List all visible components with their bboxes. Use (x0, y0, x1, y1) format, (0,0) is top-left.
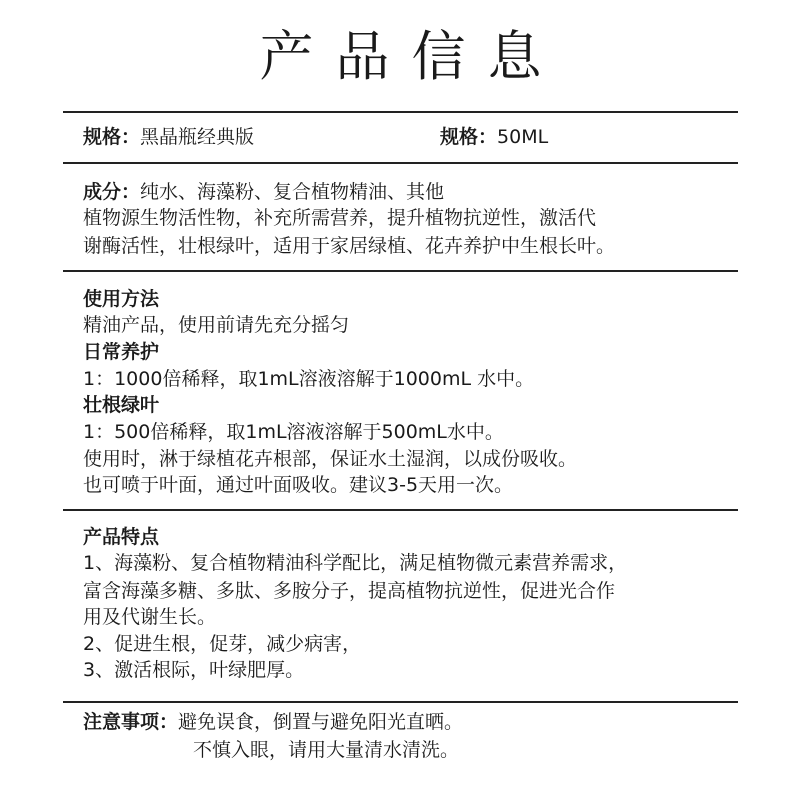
feature-line: 用及代谢生长。 (83, 606, 217, 628)
daily-heading: 日常养护 (83, 341, 160, 363)
divider (63, 162, 738, 164)
divider (63, 509, 738, 511)
feature-line: 3、激活根际，叶绿肥厚。 (83, 659, 305, 681)
root-line: 使用时，淋于绿植花卉根部，保证水土湿润，以成份吸收。 (83, 448, 578, 470)
ingredients-line: 谢酶活性，壮根绿叶，适用于家居绿植、花卉养护中生根长叶。 (83, 235, 616, 257)
spec-row-1 (83, 124, 254, 150)
root-line: 1：500倍稀释，取1mL溶液溶解于500mL水中。 (83, 421, 504, 443)
notes-row (83, 709, 463, 735)
page-title: 产品信息 (259, 25, 564, 88)
features-heading: 产品特点 (83, 526, 160, 548)
root-heading: 壮根绿叶 (83, 394, 160, 416)
notes-line: 避免误食，倒置与避免阳光直晒。 (178, 711, 464, 733)
usage-intro: 精油产品，使用前请先充分摇匀 (83, 314, 350, 336)
spec-value-1: 黑晶瓶经典版 (140, 126, 255, 148)
root-line: 也可喷于叶面，通过叶面吸收。建议3-5天用一次。 (83, 474, 514, 496)
ingredients-label: 成分： (83, 181, 141, 203)
spec-value-2: 50ML (497, 126, 549, 148)
notes-label: 注意事项： (83, 711, 179, 733)
feature-line: 2、促进生根，促芽，减少病害， (83, 633, 362, 655)
spec-label-2: 规格： (440, 126, 498, 148)
spec-label-1: 规格： (83, 126, 141, 148)
notes-line: 不慎入眼，请用大量清水清洗。 (193, 739, 460, 761)
daily-text: 1：1000倍稀释，取1mL溶液溶解于1000mL 水中。 (83, 368, 535, 390)
ingredients-value: 纯水、海藻粉、复合植物精油、其他 (140, 181, 445, 203)
feature-line: 1、海藻粉、复合植物精油科学配比，满足植物微元素营养需求， (83, 552, 628, 574)
ingredients-row (83, 179, 444, 205)
feature-line: 富含海藻多糖、多肽、多胺分子，提高植物抗逆性，促进光合作 (83, 580, 616, 602)
divider (63, 270, 738, 272)
usage-heading: 使用方法 (83, 288, 160, 310)
divider (63, 701, 738, 703)
spec-row-2 (440, 124, 548, 150)
divider (63, 111, 738, 113)
ingredients-line: 植物源生物活性物，补充所需营养，提升植物抗逆性，激活代 (83, 207, 597, 229)
